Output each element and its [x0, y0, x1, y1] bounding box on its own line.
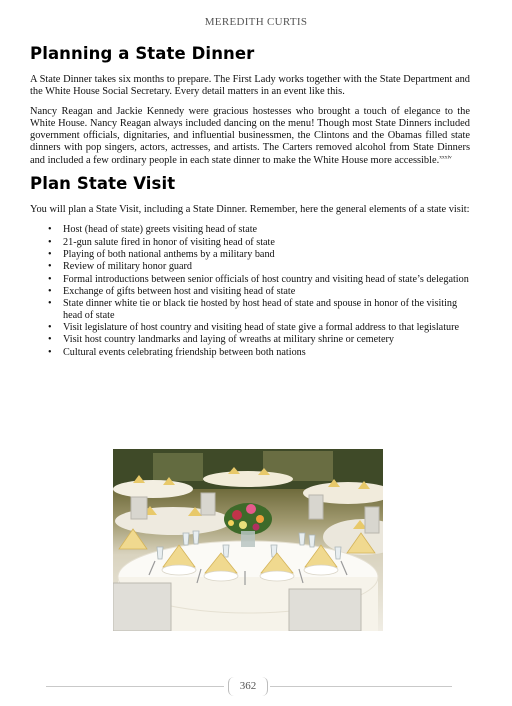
- list-item: [34, 347, 470, 359]
- running-head: MEREDITH CURTIS: [204, 16, 308, 28]
- bullet-glyph: •: [48, 273, 52, 285]
- page-content: [30, 44, 470, 359]
- paragraph-hostesses: [30, 106, 470, 167]
- paragraph-intro: A State Dinner takes six months to prepare. The First Lady works together with the State Department and the White House Social Secretary. Every detail matters in an event like this.: [30, 74, 470, 98]
- dinner-table-photo: [113, 449, 383, 631]
- list-item-text: Exchange of gifts between host and visiting head of state: [63, 285, 296, 297]
- distant-table: [113, 480, 193, 498]
- list-item: [34, 334, 470, 346]
- paragraph-visit-intro: You will plan a State Visit, including a State Dinner. Remember, here the general elements of a state visit:: [30, 204, 470, 216]
- bullet-glyph: •: [48, 224, 52, 236]
- footer-rule-right: [270, 686, 452, 687]
- page-number: 362: [228, 677, 268, 696]
- section-title-plan-visit: Plan State Visit: [30, 174, 176, 194]
- list-item: [34, 261, 470, 273]
- bullet-glyph: •: [48, 285, 52, 297]
- bullet-glyph: •: [48, 248, 52, 260]
- bullet-glyph: •: [48, 236, 52, 248]
- dinner-table-illustration: [113, 449, 383, 631]
- list-item: [34, 274, 470, 286]
- list-item-text: State dinner white tie or black tie hosted by host head of state and spouse in honor of the visiting head of state: [63, 298, 458, 321]
- state-visit-list: [30, 224, 470, 358]
- bullet-glyph: •: [48, 261, 52, 273]
- list-item: [34, 237, 470, 249]
- footer-rule-left: [46, 686, 224, 687]
- list-item: [34, 286, 470, 298]
- paragraph-hostesses-text: Nancy Reagan and Jackie Kennedy were gracious hostesses who brought a touch of elegance to the White House. Nancy Reagan always included dancing on the menu! Though most State Dinners included government officials, dignitaries, and influential businessmen, the Clintons and the Obamas filled state dinners with pop singers, actors, actresses, and artists. The Carters removed alcohol from State Dinners and included a few ordinary people in each state dinner to make the White House more accessible.: [30, 105, 470, 166]
- list-item: [34, 322, 470, 334]
- bullet-glyph: •: [48, 334, 52, 346]
- list-item-text: Formal introductions between senior officials of host country and visiting head of state’s delegation: [63, 273, 469, 285]
- list-item-text: Cultural events celebrating friendship between both nations: [63, 346, 306, 358]
- list-item-text: Visit legislature of host country and visiting head of state give a formal address to that legislature: [63, 322, 460, 334]
- list-item: [34, 298, 470, 321]
- distant-table: [203, 471, 293, 487]
- list-item: [34, 224, 470, 236]
- section-title-planning: Planning a State Dinner: [30, 44, 255, 63]
- list-item-text: Review of military honor guard: [63, 261, 193, 273]
- endnote-marker: xxxiv: [439, 154, 452, 161]
- flower-centerpiece: [224, 503, 272, 547]
- list-item-text: Playing of both national anthems by a military band: [63, 248, 275, 260]
- list-item: [34, 249, 470, 261]
- bullet-glyph: •: [48, 322, 52, 334]
- bullet-glyph: •: [48, 346, 52, 358]
- list-item-text: 21-gun salute fired in honor of visiting head of state: [63, 236, 275, 248]
- bullet-glyph: •: [48, 298, 52, 310]
- list-item-text: Visit host country landmarks and laying of wreaths at military shrine or cemetery: [63, 334, 394, 346]
- list-item-text: Host (head of state) greets visiting head of state: [63, 224, 258, 236]
